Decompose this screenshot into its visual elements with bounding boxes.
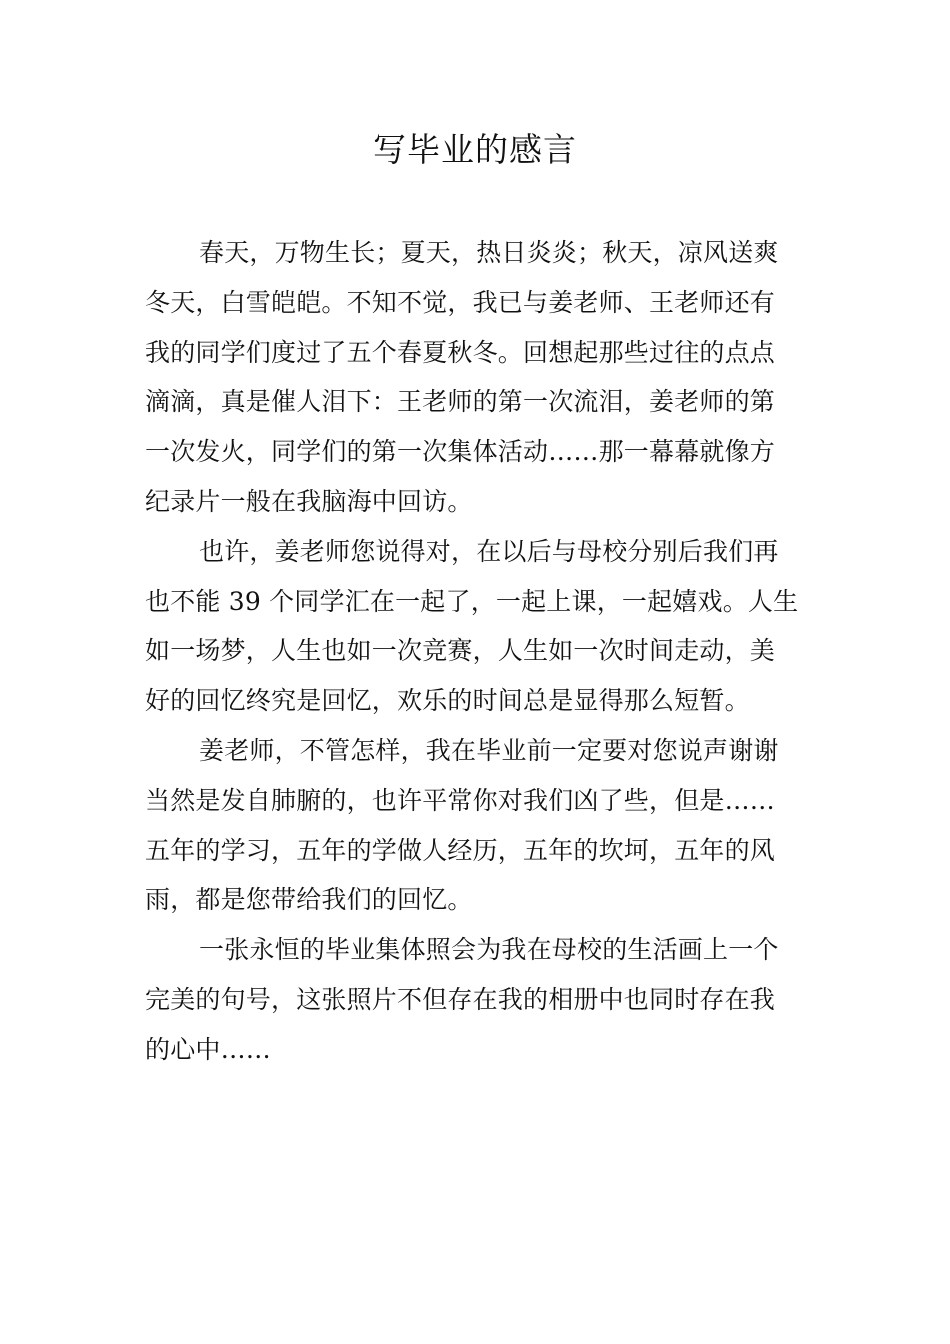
paragraph-3-line-2: 当然是发自肺腑的，也许平常你对我们凶了些，但是……	[145, 785, 776, 815]
paragraph-2-line-4: 好的回忆终究是回忆，欢乐的时间总是显得那么短暂。	[145, 686, 750, 716]
paragraph-1-line-5: 一次发火，同学们的第一次集体活动……那一幕幕就像方	[145, 437, 776, 467]
paragraph-3-line-1: 姜老师，不管怎样，我在毕业前一定要对您说声谢谢	[199, 735, 779, 765]
paragraph-4-line-1: 一张永恒的毕业集体照会为我在母校的生活画上一个	[199, 935, 779, 965]
paragraph-1-line-2: 冬天，白雪皑皑。不知不觉，我已与姜老师、王老师还有	[145, 287, 776, 317]
paragraph-3-line-3: 五年的学习，五年的学做人经历，五年的坎坷，五年的风	[145, 835, 776, 865]
paragraph-3-line-4: 雨，都是您带给我们的回忆。	[145, 885, 473, 915]
paragraph-1-line-4: 滴滴，真是催人泪下：王老师的第一次流泪，姜老师的第	[145, 387, 776, 417]
paragraph-4-line-2: 完美的句号，这张照片不但存在我的相册中也同时存在我	[145, 984, 776, 1014]
paragraph-2-line-1: 也许，姜老师您说得对，在以后与母校分别后我们再	[199, 536, 779, 566]
paragraph-1-line-1: 春天，万物生长；夏天，热日炎炎；秋天，凉风送爽	[199, 238, 779, 267]
paragraph-4-line-3: 的心中……	[145, 1034, 272, 1064]
paragraph-2-line-2: 也不能 39 个同学汇在一起了，一起上课，一起嬉戏。人生	[145, 586, 799, 616]
page-title: 写毕业的感言	[373, 130, 577, 169]
paragraph-1-line-6: 纪录片一般在我脑海中回访。	[145, 486, 473, 516]
essay-body	[145, 228, 810, 1075]
paragraph-2-line-3: 如一场梦，人生也如一次竞赛，人生如一次时间走动，美	[145, 636, 776, 666]
paragraph-1-line-3: 我的同学们度过了五个春夏秋冬。回想起那些过往的点点	[145, 337, 776, 367]
